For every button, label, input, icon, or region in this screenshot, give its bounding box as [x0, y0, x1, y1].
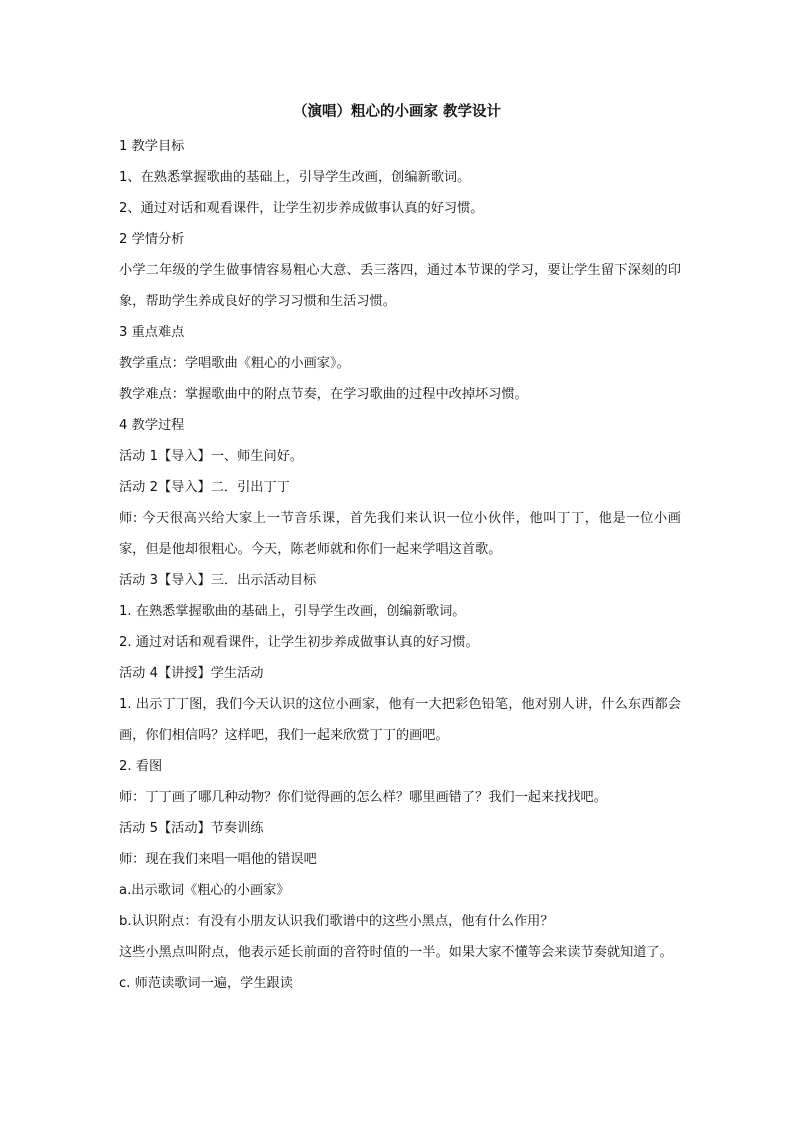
document-body	[119, 131, 681, 999]
activity-4: 活动 4【讲授】学生活动	[119, 666, 264, 681]
activity-4-item-2: 2. 看图	[119, 759, 163, 774]
analysis-paragraph: 小学二年级的学生做事情容易粗心大意、丢三落四，通过本节课的学习，要让学生留下深刻的印象，帮助学生养成良好的学习习惯和生活习惯。	[119, 263, 681, 309]
activity-5-item-a: a.出示歌词《粗心的小画家》	[119, 883, 290, 898]
activity-4-teacher-line: 师：丁丁画了哪几种动物？你们觉得画的怎么样？哪里画错了？我们一起来找找吧。	[119, 790, 607, 805]
activity-2: 活动 2【导入】二．引出丁丁	[119, 480, 290, 495]
section-heading-key-points: 3 重点难点	[119, 325, 185, 340]
activity-2-paragraph: 师: 今天很高兴给大家上一节音乐课，首先我们来认识一位小伙伴，他叫丁丁，他是一位小画家，但是他却很粗心。今天，陈老师就和你们一起来学唱这首歌。	[119, 511, 681, 557]
activity-3: 活动 3【导入】三．出示活动目标	[119, 573, 317, 588]
activity-5-item-c: c. 师范读歌词一遍，学生跟读	[119, 976, 293, 991]
activity-3-item-1: 1. 在熟悉掌握歌曲的基础上，引导学生改画，创编新歌词。	[119, 604, 466, 619]
activity-4-item-1: 1. 出示丁丁图，我们今天认识的这位小画家，他有一大把彩色铅笔，他对别人讲，什么东西都会画，你们相信吗？这样吧，我们一起来欣赏丁丁的画吧。	[119, 697, 681, 743]
section-heading-objectives: 1 教学目标	[119, 139, 185, 154]
activity-1: 活动 1【导入】一、师生问好。	[119, 449, 304, 464]
section-heading-analysis: 2 学情分析	[119, 232, 185, 247]
activity-5: 活动 5【活动】节奏训练	[119, 821, 264, 836]
activity-5-item-b: b.认识附点：有没有小朋友认识我们歌谱中的这些小黑点，他有什么作用？	[119, 914, 554, 929]
activity-5-explanation: 这些小黑点叫附点，他表示延长前面的音符时值的一半。如果大家不懂等会来读节奏就知道了。	[119, 945, 673, 960]
objective-item-1: 1、在熟悉掌握歌曲的基础上，引导学生改画，创编新歌词。	[119, 170, 471, 185]
key-point-difficulty: 教学难点：掌握歌曲中的附点节奏，在学习歌曲的过程中改掉坏习惯。	[119, 387, 528, 402]
key-point-focus: 教学重点：学唱歌曲《粗心的小画家》。	[119, 356, 350, 371]
activity-3-item-2: 2. 通过对话和观看课件，让学生初步养成做事认真的好习惯。	[119, 635, 479, 650]
document-title: （演唱）粗心的小画家 教学设计	[292, 104, 502, 120]
section-heading-process: 4 教学过程	[119, 418, 185, 433]
activity-5-teacher-line: 师：现在我们来唱一唱他的错误吧	[119, 852, 317, 867]
objective-item-2: 2、通过对话和观看课件，让学生初步养成做事认真的好习惯。	[119, 201, 484, 216]
